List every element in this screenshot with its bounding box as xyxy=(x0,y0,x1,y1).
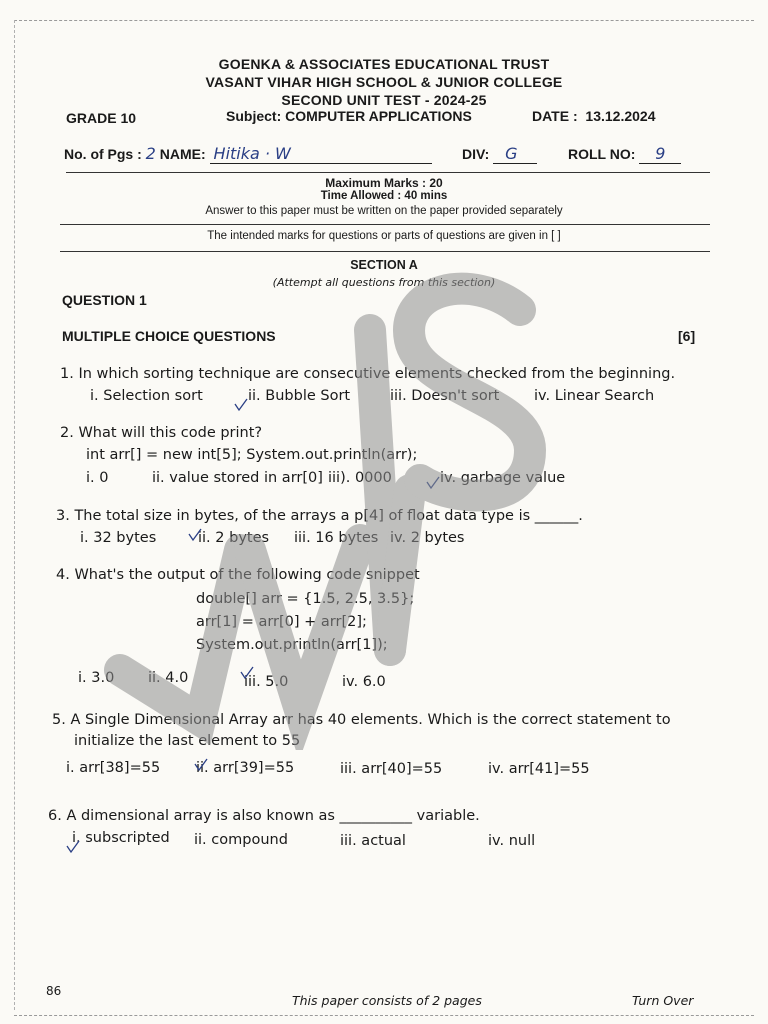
date-label: DATE : xyxy=(532,108,578,124)
name-label: NAME: xyxy=(159,146,206,162)
max-marks: Maximum Marks : 20 xyxy=(325,176,443,190)
section-marks: [6] xyxy=(678,328,696,344)
q3-option-i: i. 32 bytes xyxy=(80,530,157,546)
pages-note: This paper consists of 2 pages xyxy=(292,993,482,1008)
mcq-heading: MULTIPLE CHOICE QUESTIONS xyxy=(62,328,276,344)
pages-label: No. of Pgs : xyxy=(64,146,142,162)
subject-label: Subject: COMPUTER APPLICATIONS xyxy=(226,108,472,124)
trust-name: GOENKA & ASSOCIATES EDUCATIONAL TRUST xyxy=(218,56,550,72)
tick-mark-icon xyxy=(426,476,440,490)
q4-option-iii: iii. 5.0 xyxy=(244,674,289,690)
bottom-dashed-border xyxy=(14,1015,754,1016)
question-5-text: 5. A Single Dimensional Array arr has 40 elements. Which is the correct statement to xyxy=(52,712,671,728)
q5-option-ii: ii. arr[39]=55 xyxy=(196,760,295,776)
marks-note: The intended marks for questions or parts of questions are given in [ ] xyxy=(207,230,561,242)
div-label: DIV: xyxy=(462,146,490,162)
q6-option-i: i. subscripted xyxy=(72,830,170,846)
q3-option-iii: iii. 16 bytes xyxy=(294,530,379,546)
question-heading: QUESTION 1 xyxy=(62,292,147,308)
roll-field xyxy=(568,144,681,164)
q1-option-iii: iii. Doesn't sort xyxy=(390,388,500,404)
q3-option-iv: iv. 2 bytes xyxy=(390,530,465,546)
tick-mark-icon xyxy=(234,398,248,412)
question-5-text-cont: initialize the last element to 55 xyxy=(74,733,301,749)
turn-over-note: Turn Over xyxy=(632,993,694,1008)
q4-option-i: i. 3.0 xyxy=(78,670,115,686)
q5-option-i: i. arr[38]=55 xyxy=(66,760,161,776)
section-title: SECTION A xyxy=(350,258,418,272)
q1-option-i: i. Selection sort xyxy=(90,388,203,404)
div-field xyxy=(462,144,537,164)
q2-option-ii: ii. value stored in arr[0] xyxy=(152,470,323,486)
divider xyxy=(66,172,710,173)
q5-option-iv: iv. arr[41]=55 xyxy=(488,761,590,777)
q2-code-line: int arr[] = new int[5]; System.out.println(arr); xyxy=(86,447,418,463)
q4-code-line-2: arr[1] = arr[0] + arr[2]; xyxy=(196,614,367,630)
q2-option-i: i. 0 xyxy=(86,470,109,486)
q2-option-iv: iv. garbage value xyxy=(440,470,566,486)
q1-option-ii: ii. Bubble Sort xyxy=(248,388,351,404)
q2-option-iii: iii). 0000 xyxy=(328,470,392,486)
q6-option-iii: iii. actual xyxy=(340,833,406,849)
pages-value: 2 xyxy=(145,144,156,163)
student-details-row xyxy=(64,144,432,164)
section-subtitle: (Attempt all questions from this section) xyxy=(272,276,496,289)
q3-option-ii: ii. 2 bytes xyxy=(198,530,270,546)
q6-option-ii: ii. compound xyxy=(194,832,288,848)
q4-option-ii: ii. 4.0 xyxy=(148,670,189,686)
question-2-text: 2. What will this code print? xyxy=(60,425,263,441)
divider xyxy=(60,224,710,225)
div-value: G xyxy=(505,144,518,163)
roll-value: 9 xyxy=(655,144,666,163)
q4-code-line-1: double[] arr = {1.5, 2.5, 3.5}; xyxy=(196,591,415,607)
q6-option-iv: iv. null xyxy=(488,833,536,849)
answer-note: Answer to this paper must be written on the paper provided separately xyxy=(205,205,563,217)
q1-option-iv: iv. Linear Search xyxy=(534,388,655,404)
page-number: 86 xyxy=(46,984,62,998)
grade-label: GRADE 10 xyxy=(66,110,137,126)
question-6-text: 6. A dimensional array is also known as __________ variable. xyxy=(48,808,480,824)
left-dashed-border xyxy=(14,20,15,1010)
school-name: VASANT VIHAR HIGH SCHOOL & JUNIOR COLLEGE xyxy=(205,74,563,90)
time-allowed: Time Allowed : 40 mins xyxy=(320,190,448,202)
date-field xyxy=(532,108,655,124)
divider xyxy=(60,251,710,252)
roll-label: ROLL NO: xyxy=(568,146,636,162)
date-value: 13.12.2024 xyxy=(585,108,656,124)
name-value: Hitika · W xyxy=(213,144,291,163)
q4-option-iv: iv. 6.0 xyxy=(342,674,386,690)
q5-option-iii: iii. arr[40]=55 xyxy=(340,761,443,777)
q4-code-line-3: System.out.println(arr[1]); xyxy=(196,637,388,653)
question-3-text: 3. The total size in bytes, of the arrays a p[4] of float data type is ______. xyxy=(56,508,583,524)
question-4-text: 4. What's the output of the following code snippet xyxy=(56,567,420,583)
top-dashed-border xyxy=(14,20,754,21)
test-name: SECOND UNIT TEST - 2024-25 xyxy=(281,92,487,108)
question-1-text: 1. In which sorting technique are consecutive elements checked from the beginning. xyxy=(60,366,676,382)
